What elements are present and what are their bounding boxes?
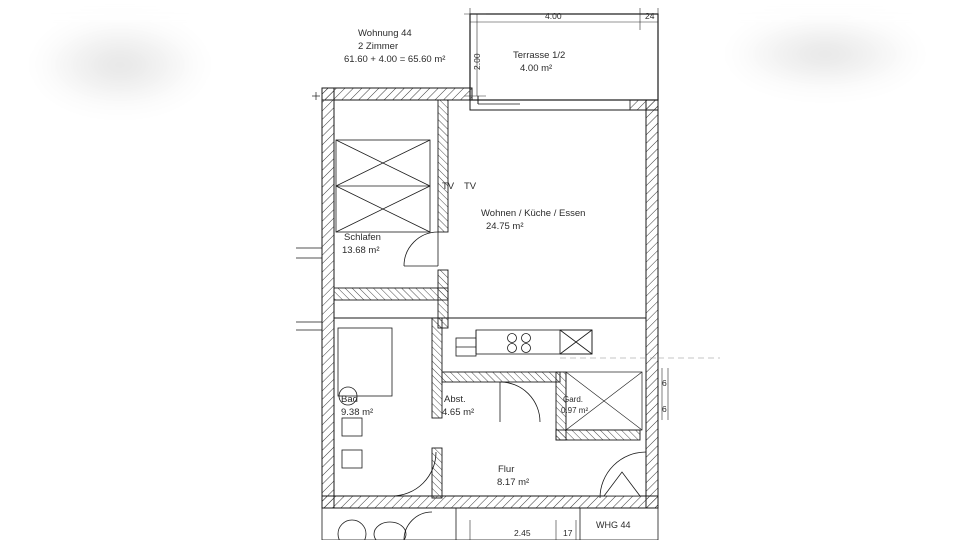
dimension-right-edge-1: 6	[662, 378, 667, 388]
dimension-terrasse-width: 4.00	[545, 11, 562, 21]
dimension-bottom-span: 2.45	[514, 528, 531, 538]
room-area-terrasse: 4.00 m²	[520, 63, 553, 74]
room-area-abst: 4.65 m²	[442, 407, 475, 418]
unit-rooms-label: 2 Zimmer	[358, 41, 399, 52]
room-label-terrasse: Terrasse 1/2	[513, 50, 566, 61]
left-wall-windows	[296, 92, 322, 330]
room-area-flur: 8.17 m²	[497, 477, 530, 488]
room-area-wohnen: 24.75 m²	[486, 221, 524, 232]
dimension-terrasse-right-edge: 24	[645, 11, 655, 21]
dimension-terrasse-depth: 2.00	[472, 53, 482, 70]
unit-area-formula: 61.60 + 4.00 = 65.60 m²	[344, 54, 446, 65]
annotation-tv-left: TV	[442, 181, 455, 192]
unit-label: Wohnung 44	[358, 28, 412, 39]
room-label-gard: Gard.	[563, 395, 584, 404]
room-area-gard: 0.97 m²	[561, 406, 589, 415]
room-area-bad: 9.38 m²	[341, 407, 374, 418]
room-label-wohnen: Wohnen / Küche / Essen	[481, 208, 586, 219]
apartment-tag: WHG 44	[596, 520, 631, 530]
schlafen-bed	[336, 140, 430, 232]
room-area-schlafen: 13.68 m²	[342, 245, 380, 256]
dimension-right-edge-2: 6	[662, 404, 667, 414]
room-label-flur: Flur	[498, 464, 515, 475]
dimension-bottom-small: 17	[563, 528, 573, 538]
kitchen-fittings	[456, 330, 592, 356]
room-label-bad: Bad	[341, 394, 358, 405]
room-label-schlafen: Schlafen	[344, 232, 381, 243]
room-label-abst: Abst.	[444, 394, 466, 405]
annotation-tv-right: TV	[464, 181, 477, 192]
